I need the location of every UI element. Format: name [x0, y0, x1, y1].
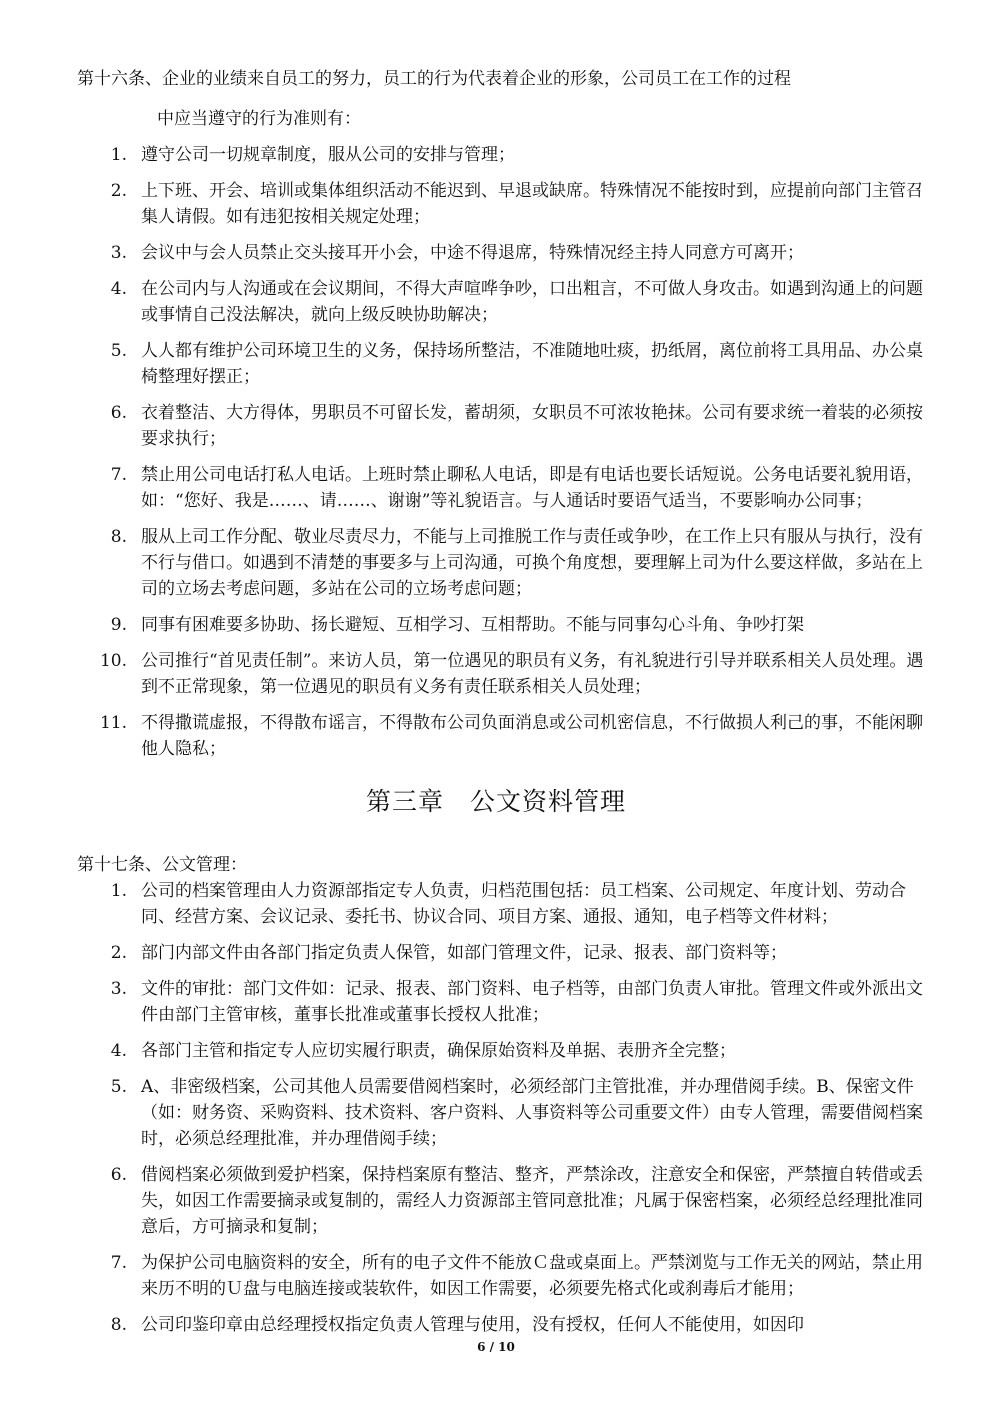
- list-item: 11. 不得撒谎虚报，不得散布谣言，不得散布公司负面消息或公司机密信息，不行做损人利己的事，不能闲聊他人隐私；: [99, 713, 923, 759]
- list-item: 10. 公司推行“首见责任制”。来访人员，第一位遇见的职员有义务，有礼貌进行引导并联系相关人员处理。遇到不正常现象，第一位遇见的职员有义务有责任联系相关人员处理；: [99, 651, 924, 697]
- page-number: 6 / 10: [477, 1340, 515, 1354]
- document-rules-list: [77, 878, 927, 1348]
- list-item: 6. 衣着整洁、大方得体，男职员不可留长发，蓄胡须，女职员不可浓妆艳抹。公司有要求统一着装的必须按要求执行；: [110, 403, 923, 449]
- list-item: 3. 文件的审批：部门文件如：记录、报表、部门资料、电子档等，由部门负责人审批。管理文件或外派出文件由部门主管审核，董事长批准或董事长授权人批准；: [110, 979, 923, 1025]
- article-17-title: 第十七条、公文管理：: [77, 855, 247, 875]
- list-item: 7. 为保护公司电脑资料的安全，所有的电子文件不能放Ｃ盘或桌面上。严禁浏览与工作无关的网站，禁止用来历不明的Ｕ盘与电脑连接或装软件，如因工作需要，必须要先格式化或刹毒后才能用；: [110, 1253, 923, 1299]
- chapter-title: 第三章 公文资料管理: [365, 787, 626, 816]
- list-item: 1. 公司的档案管理由人力资源部指定专人负责，归档范围包括：员工档案、公司规定、年度计划、劳动合同、经营方案、会议记录、委托书、协议合同、项目方案、通报、通知，电子档等文件材料；: [110, 881, 906, 927]
- list-item: 8. 服从上司工作分配、敬业尽责尽力，不能与上司推脱工作与责任或争吵，在工作上只有服从与执行，没有不行与借口。如遇到不清楚的事要多与上司沟通，可换个角度想，要理解上司为什么要这样做，多站在上司的立场去考虑问题，多站在公司的立场考虑问题；: [110, 527, 923, 599]
- list-item: 3. 会议中与会人员禁止交头接耳开小会，中途不得退席，特殊情况经主持人同意方可离开；: [110, 243, 804, 263]
- list-item: 6. 借阅档案必须做到爱护档案，保持档案原有整洁、整齐，严禁涂改，注意安全和保密，严禁擅自转借或丢失，如因工作需要摘录或复制的，需经人力资源部主管同意批准；凡属于保密档案，必须经总经理批准同意后，方可摘录和复制；: [110, 1165, 923, 1237]
- list-item: 5. 人人都有维护公司环境卫生的义务，保持场所整洁，不准随地吐痰，扔纸屑，离位前将工具用品、办公桌椅整理好摆正；: [110, 341, 923, 387]
- list-item: 4. 各部门主管和指定专人应切实履行职责，确保原始资料及单据、表册齐全完整；: [110, 1041, 736, 1061]
- list-item: 9. 同事有困难要多协助、扬长避短、互相学习、互相帮助。不能与同事勾心斗角、争吵打架: [110, 615, 804, 635]
- list-item: 7. 禁止用公司电话打私人电话。上班时禁止聊私人电话，即是有电话也要长话短说。公务电话要礼貌用语，如：“您好、我是……、请……、谢谢”等礼貌语言。与人通话时要语气适当，不要影响办公同事；: [110, 465, 923, 511]
- list-item: 4. 在公司内与人沟通或在会议期间，不得大声喧哗争吵，口出粗言，不可做人身攻击。如遇到沟通上的问题或事情自己没法解决，就向上级反映协助解决；: [110, 279, 923, 325]
- list-item: 8. 公司印鉴印章由总经理授权指定负责人管理与使用，没有授权，任何人不能使用，如因印: [110, 1315, 804, 1335]
- article-16-intro: 第十六条、企业的业绩来自员工的努力，员工的行为代表着企业的形象，公司员工在工作的过程: [77, 69, 791, 89]
- list-item: 5. A、非密级档案，公司其他人员需要借阅档案时，必须经部门主管批准，并办理借阅手续。B、保密文件（如：财务资、采购资料、技术资料、客户资料、人事资料等公司重要文件）由专人管理，需要借阅档案时，必须总经理批准，并办理借阅手续；: [110, 1077, 923, 1149]
- article-16-intro-cont: 中应当遵守的行为准则有：: [157, 109, 361, 129]
- list-item: 2. 部门内部文件由各部门指定负责人保管，如部门管理文件，记录、报表、部门资料等；: [110, 943, 787, 963]
- conduct-rules-list: [77, 142, 927, 772]
- list-item: 1. 遵守公司一切规章制度，服从公司的安排与管理；: [110, 145, 515, 165]
- list-item: 2. 上下班、开会、培训或集体组织活动不能迟到、早退或缺席。特殊情况不能按时到，应提前向部门主管召集人请假。如有违犯按相关规定处理；: [110, 181, 923, 227]
